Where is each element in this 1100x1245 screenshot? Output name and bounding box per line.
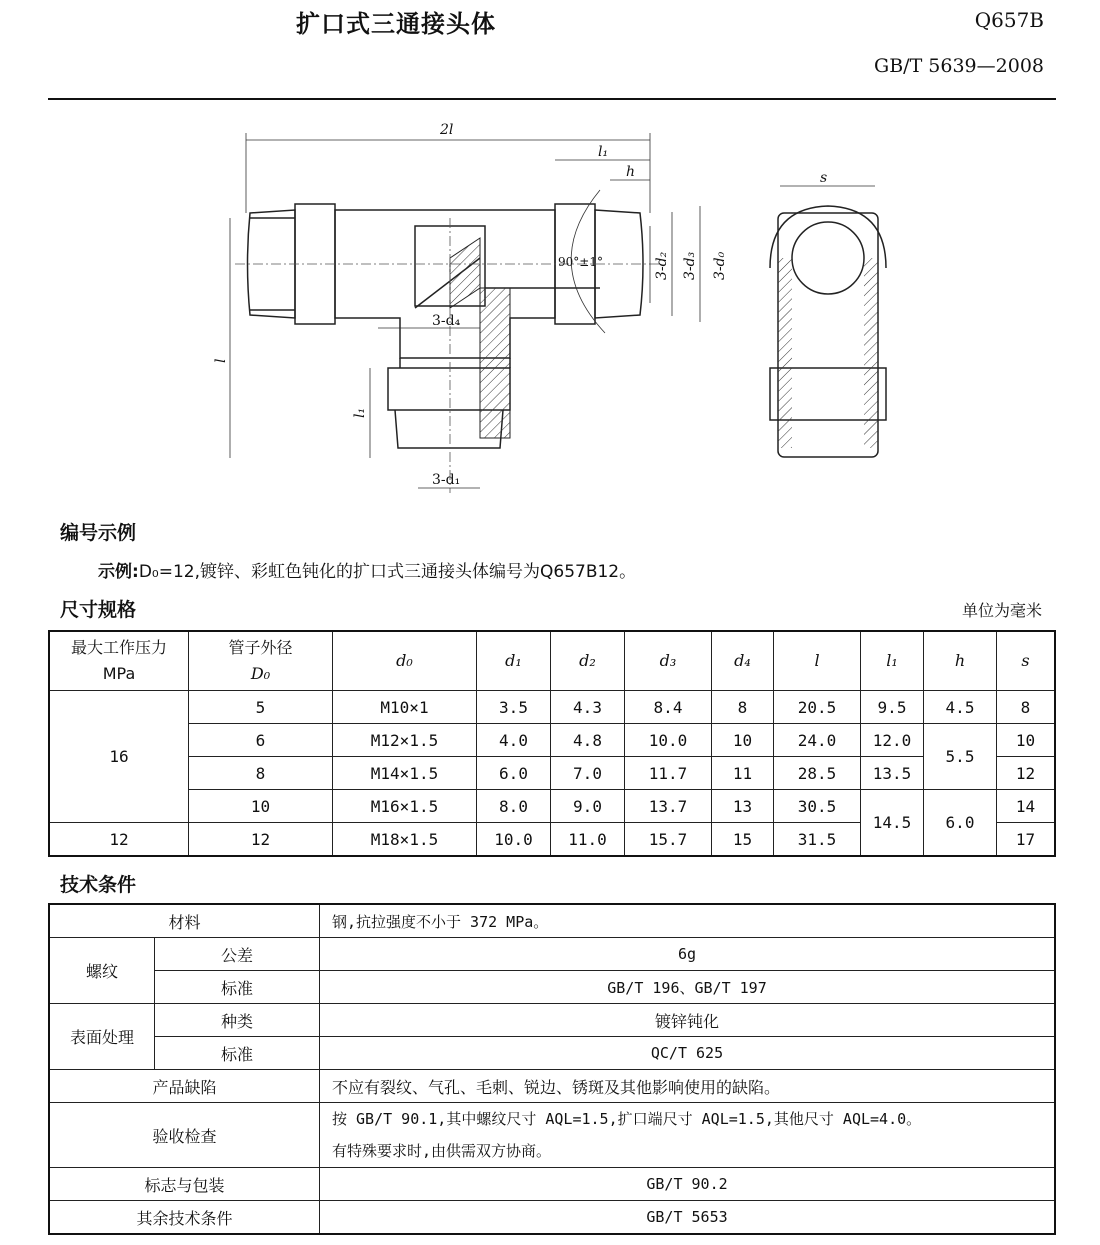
cell-l: 28.5 <box>774 757 861 790</box>
table-row <box>49 971 1055 1004</box>
cell-D0: 5 <box>189 691 333 724</box>
cell-d0: M10×1 <box>333 691 477 724</box>
dim-3d2: 3-d₂ <box>654 251 670 280</box>
cell-d2: 11.0 <box>551 823 625 857</box>
dim-3d1: 3-d₁ <box>432 472 461 488</box>
cell-d2: 4.3 <box>551 691 625 724</box>
header-d4: d₄ <box>712 631 774 691</box>
technical-drawing <box>210 118 910 503</box>
surface-type-value: 镀锌钝化 <box>320 1004 1056 1037</box>
example-heading: 编号示例 <box>60 522 137 544</box>
dim-l1-side: l₁ <box>352 407 368 418</box>
table-row <box>49 1004 1055 1037</box>
cell-D0: 8 <box>189 757 333 790</box>
cell-d0: M16×1.5 <box>333 790 477 823</box>
cell-l: 31.5 <box>774 823 861 857</box>
cell-h: 5.5 <box>924 724 997 790</box>
cell-l: 20.5 <box>774 691 861 724</box>
cell-d3: 10.0 <box>625 724 712 757</box>
tolerance-label: 公差 <box>155 938 320 971</box>
table-row <box>49 904 1055 938</box>
table-row <box>49 757 1055 790</box>
cell-s: 12 <box>997 757 1056 790</box>
surface-type-label: 种类 <box>155 1004 320 1037</box>
cell-d0: M12×1.5 <box>333 724 477 757</box>
cell-d4: 10 <box>712 724 774 757</box>
standard-number: GB/T 5639—2008 <box>874 55 1044 77</box>
cell-d1: 3.5 <box>477 691 551 724</box>
cell-d2: 9.0 <box>551 790 625 823</box>
cell-l1: 14.5 <box>861 790 924 857</box>
table-row <box>49 1103 1055 1168</box>
spec-header-row <box>49 631 1055 691</box>
inspection-line2: 有特殊要求时,由供需双方协商。 <box>332 1142 552 1160</box>
cell-l: 30.5 <box>774 790 861 823</box>
cell-pressure: 16 <box>49 691 189 823</box>
thread-std-value: GB/T 196、GB/T 197 <box>320 971 1056 1004</box>
cell-s: 17 <box>997 823 1056 857</box>
material-value: 钢,抗拉强度不小于 372 MPa。 <box>320 904 1056 938</box>
cell-d4: 13 <box>712 790 774 823</box>
spec-table <box>48 630 1056 857</box>
dim-s: s <box>820 170 828 186</box>
header-s: s <box>997 631 1056 691</box>
cell-d0: M14×1.5 <box>333 757 477 790</box>
dim-3d3: 3-d₃ <box>682 251 698 280</box>
defects-value: 不应有裂纹、气孔、毛刺、锐边、锈斑及其他影响使用的缺陷。 <box>320 1070 1056 1103</box>
tech-table <box>48 903 1056 1235</box>
marking-value: GB/T 90.2 <box>320 1168 1056 1201</box>
cell-d2: 4.8 <box>551 724 625 757</box>
table-row <box>49 1201 1055 1235</box>
spec-heading: 尺寸规格 <box>60 599 137 621</box>
table-row <box>49 691 1055 724</box>
inspection-line1: 按 GB/T 90.1,其中螺纹尺寸 AQL=1.5,扩口端尺寸 AQL=1.5,其他尺寸 AQL=4.0。 <box>332 1110 922 1128</box>
table-row <box>49 1037 1055 1070</box>
header-d2: d₂ <box>551 631 625 691</box>
table-row <box>49 790 1055 823</box>
cell-l1: 13.5 <box>861 757 924 790</box>
header-d0: d₀ <box>333 631 477 691</box>
dim-3d0: 3-d₀ <box>712 251 728 280</box>
surface-std-value: QC/T 625 <box>320 1037 1056 1070</box>
header-od: 管子外径 D₀ <box>189 631 333 691</box>
example-text <box>98 557 636 582</box>
other-value: GB/T 5653 <box>320 1201 1056 1235</box>
cell-D0: 10 <box>189 790 333 823</box>
cell-d1: 4.0 <box>477 724 551 757</box>
cell-d1: 6.0 <box>477 757 551 790</box>
cell-d3: 8.4 <box>625 691 712 724</box>
surface-std-label: 标准 <box>155 1037 320 1070</box>
surface-label: 表面处理 <box>49 1004 155 1070</box>
cell-h: 4.5 <box>924 691 997 724</box>
dim-3d4: 3-d₄ <box>432 313 461 329</box>
inspection-label: 验收检查 <box>49 1103 320 1168</box>
tolerance-value: 6g <box>320 938 1056 971</box>
cell-s: 14 <box>997 790 1056 823</box>
table-row <box>49 938 1055 971</box>
header-d3: d₃ <box>625 631 712 691</box>
dim-l1-top: l₁ <box>598 144 609 160</box>
part-code: Q657B <box>974 8 1044 32</box>
cell-d3: 13.7 <box>625 790 712 823</box>
dim-h: h <box>626 164 636 180</box>
dim-l: l <box>213 358 229 363</box>
material-label: 材料 <box>49 904 320 938</box>
marking-label: 标志与包装 <box>49 1168 320 1201</box>
example-body: D₀=12,镀锌、彩虹色钝化的扩口式三通接头体编号为Q657B12。 <box>138 562 637 582</box>
cell-D0: 12 <box>189 823 333 857</box>
page-title: 扩口式三通接头体 <box>296 10 496 38</box>
cell-d3: 11.7 <box>625 757 712 790</box>
cell-l1: 12.0 <box>861 724 924 757</box>
header-l: l <box>774 631 861 691</box>
cell-d4: 8 <box>712 691 774 724</box>
cell-h: 6.0 <box>924 790 997 857</box>
cell-D0: 6 <box>189 724 333 757</box>
cell-d4: 15 <box>712 823 774 857</box>
cell-d2: 7.0 <box>551 757 625 790</box>
inspection-value <box>320 1103 1056 1168</box>
table-row <box>49 1070 1055 1103</box>
cell-d3: 15.7 <box>625 823 712 857</box>
unit-note: 单位为毫米 <box>961 601 1042 620</box>
cell-l: 24.0 <box>774 724 861 757</box>
example-label: 示例: <box>98 562 139 582</box>
header-d1: d₁ <box>477 631 551 691</box>
thread-label: 螺纹 <box>49 938 155 1004</box>
header-h: h <box>924 631 997 691</box>
header-l1: l₁ <box>861 631 924 691</box>
header-pressure: 最大工作压力 MPa <box>49 631 189 691</box>
cell-pressure: 12 <box>49 823 189 857</box>
header-rule <box>48 98 1056 100</box>
table-row <box>49 1168 1055 1201</box>
defects-label: 产品缺陷 <box>49 1070 320 1103</box>
thread-std-label: 标准 <box>155 971 320 1004</box>
hatched-section <box>480 288 510 438</box>
table-row <box>49 724 1055 757</box>
other-label: 其余技术条件 <box>49 1201 320 1235</box>
cell-d1: 10.0 <box>477 823 551 857</box>
tech-heading: 技术条件 <box>60 874 137 896</box>
cell-d4: 11 <box>712 757 774 790</box>
cell-d0: M18×1.5 <box>333 823 477 857</box>
dim-angle: 90°±1° <box>558 255 603 269</box>
cell-l1: 9.5 <box>861 691 924 724</box>
cell-s: 10 <box>997 724 1056 757</box>
cell-s: 8 <box>997 691 1056 724</box>
dim-2l: 2l <box>440 122 454 138</box>
cell-d1: 8.0 <box>477 790 551 823</box>
